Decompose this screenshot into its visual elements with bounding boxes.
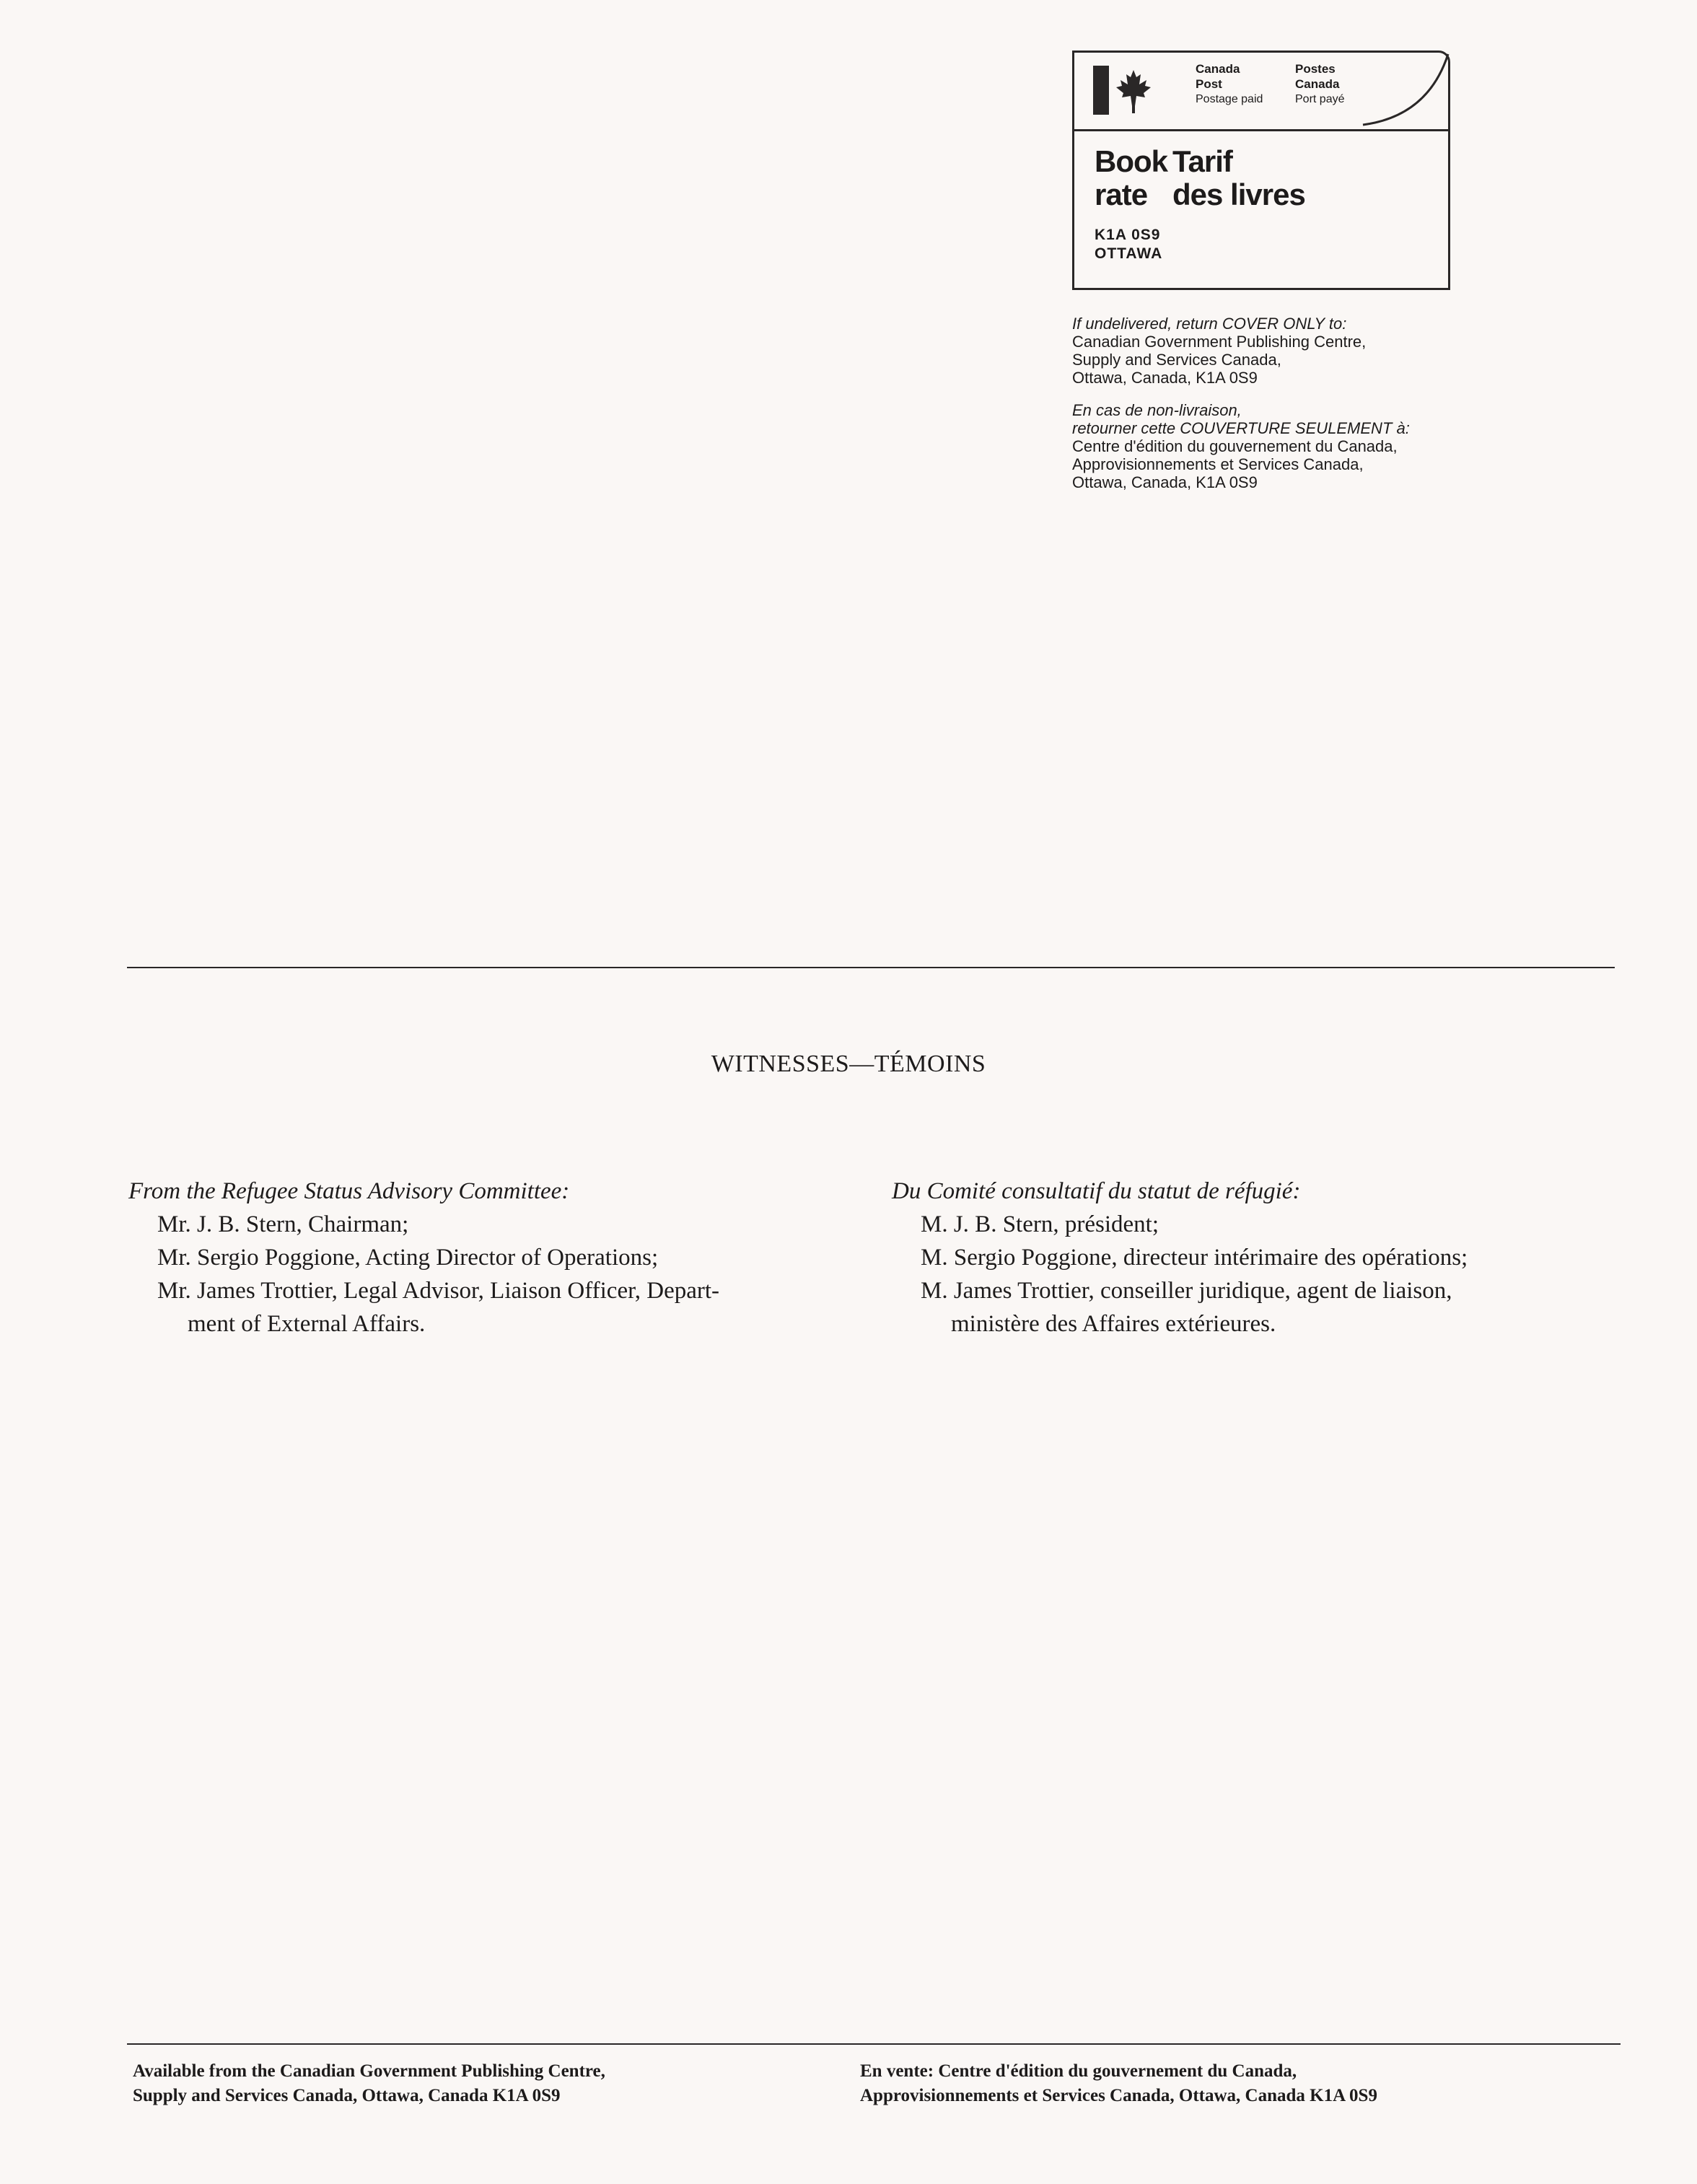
postal-code: K1A 0S9 <box>1095 227 1161 243</box>
book-line2: rate <box>1095 177 1148 211</box>
witnesses-fr-intro: Du Comité consultatif du statut de réfugié: <box>892 1178 1301 1204</box>
postage-stamp <box>1072 51 1450 290</box>
footer-french <box>860 2059 1618 2108</box>
postal-city: OTTAWA <box>1095 245 1163 262</box>
section-divider <box>127 967 1615 968</box>
footer-en-line1: Available from the Canadian Government Publishing Centre, <box>133 2061 605 2081</box>
postal-address <box>1095 226 1162 263</box>
postes-canada-line1: Postes <box>1295 62 1336 76</box>
return-en-line2: Canadian Government Publishing Centre, <box>1072 333 1367 351</box>
witness-en-2: Mr. Sergio Poggione, Acting Director of Operations; <box>157 1245 659 1271</box>
stamp-header <box>1074 53 1448 131</box>
footer-english <box>133 2059 854 2108</box>
canada-post-line3: Postage paid <box>1196 93 1263 105</box>
return-fr-line5: Ottawa, Canada, K1A 0S9 <box>1072 473 1258 491</box>
witness-en-3 <box>128 1274 879 1341</box>
witnesses-en-intro: From the Refugee Status Advisory Committee: <box>128 1178 570 1204</box>
witness-fr-1: M. J. B. Stern, président; <box>921 1211 1159 1237</box>
witnesses-heading: WITNESSES—TÉMOINS <box>711 1051 986 1077</box>
return-fr-line2: retourner cette COUVERTURE SEULEMENT à: <box>1072 419 1410 437</box>
return-fr-line4: Approvisionnements et Services Canada, <box>1072 455 1364 473</box>
tarif-line1: Tarif <box>1172 144 1232 178</box>
return-en-line1: If undelivered, return COVER ONLY to: <box>1072 315 1347 333</box>
witness-fr-3-line2: ministère des Affaires extérieures. <box>951 1311 1276 1337</box>
return-fr-line3: Centre d'édition du gouvernement du Canada, <box>1072 437 1398 455</box>
witness-fr-3 <box>892 1274 1621 1341</box>
footer-fr-line2: Approvisionnements et Services Canada, Ottawa, Canada K1A 0S9 <box>860 2086 1377 2105</box>
postes-canada-line2: Canada <box>1295 77 1340 91</box>
witnesses-french <box>892 1175 1621 1341</box>
witness-en-3-line1: Mr. James Trottier, Legal Advisor, Liaison Officer, Depart- <box>157 1278 720 1304</box>
canada-post-line2: Post <box>1196 77 1222 91</box>
footer-en-line2: Supply and Services Canada, Ottawa, Canada K1A 0S9 <box>133 2086 561 2105</box>
return-notice <box>1072 315 1505 491</box>
stamp-curve <box>1074 53 1450 128</box>
footer-fr-line1: En vente: Centre d'édition du gouvernement du Canada, <box>860 2061 1297 2081</box>
book-line1: Book <box>1095 144 1167 178</box>
canada-post-line1: Canada <box>1196 62 1240 76</box>
book-rate-label <box>1095 145 1167 211</box>
tarif-line2: des livres <box>1172 177 1305 211</box>
footer-divider <box>127 2043 1621 2045</box>
return-fr-line1: En cas de non-livraison, <box>1072 401 1242 419</box>
return-en-line4: Ottawa, Canada, K1A 0S9 <box>1072 369 1258 387</box>
witness-fr-3-line1: M. James Trottier, conseiller juridique, agent de liaison, <box>921 1278 1452 1304</box>
witness-fr-2: M. Sergio Poggione, directeur intérimaire des opérations; <box>921 1245 1468 1271</box>
witness-en-3-line2: ment of External Affairs. <box>188 1311 426 1337</box>
postes-canada-line3: Port payé <box>1295 93 1345 105</box>
return-en-line3: Supply and Services Canada, <box>1072 351 1281 369</box>
witnesses-english <box>128 1175 879 1341</box>
tarif-label <box>1172 145 1305 211</box>
witness-en-1: Mr. J. B. Stern, Chairman; <box>157 1211 409 1237</box>
